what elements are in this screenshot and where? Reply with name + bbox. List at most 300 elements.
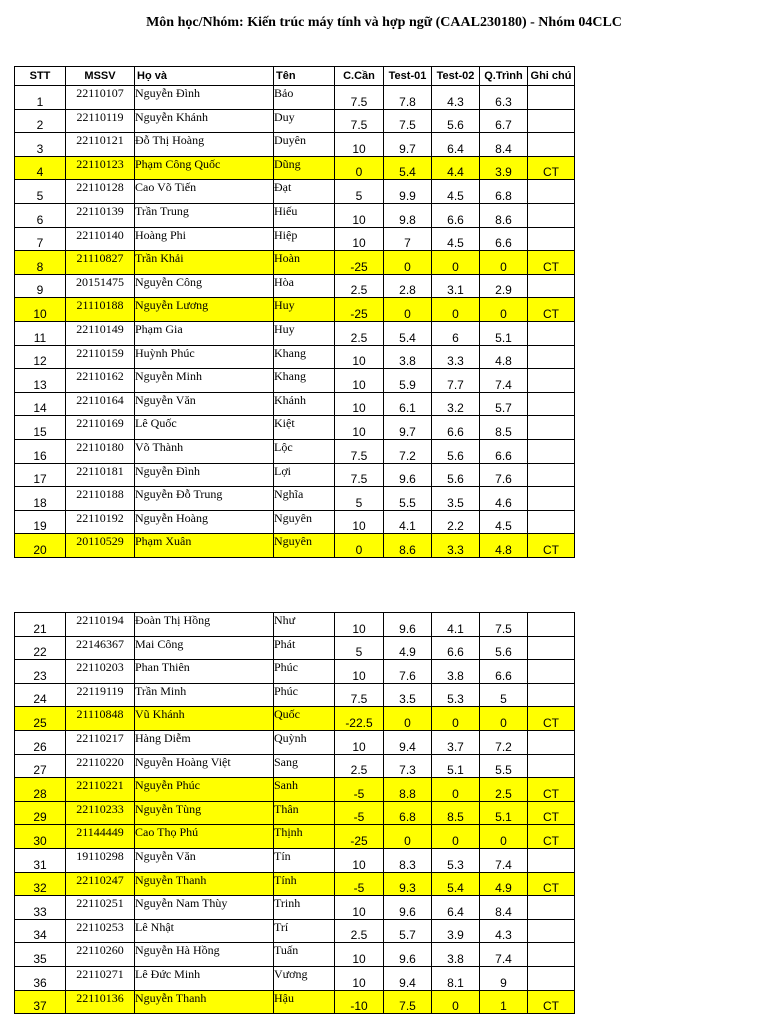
cell-test01: 7.5: [384, 990, 432, 1014]
cell-mssv: 22110194: [66, 613, 135, 637]
cell-qtrinh: 0: [480, 251, 528, 275]
cell-ccan: 5: [335, 487, 384, 511]
cell-ccan: 2.5: [335, 321, 384, 345]
cell-stt: 30: [15, 825, 66, 849]
cell-stt: 20: [15, 534, 66, 558]
cell-mssv: 22110162: [66, 369, 135, 393]
cell-qtrinh: 7.6: [480, 463, 528, 487]
table-row: [15, 848, 575, 872]
cell-ten: Phúc: [274, 683, 335, 707]
cell-ho: Nguyễn Phúc: [135, 778, 274, 802]
cell-ccan: -5: [335, 778, 384, 802]
cell-ghichu: [528, 203, 575, 227]
cell-ghichu: CT: [528, 801, 575, 825]
table-row: [15, 392, 575, 416]
cell-mssv: 22146367: [66, 636, 135, 660]
cell-ho: Phạm Xuân: [135, 534, 274, 558]
cell-qtrinh: 7.4: [480, 848, 528, 872]
cell-ccan: 5: [335, 180, 384, 204]
cell-stt: 34: [15, 919, 66, 943]
cell-mssv: 22119119: [66, 683, 135, 707]
cell-ghichu: CT: [528, 872, 575, 896]
cell-ghichu: CT: [528, 707, 575, 731]
cell-ghichu: [528, 369, 575, 393]
cell-ghichu: [528, 180, 575, 204]
cell-qtrinh: 0: [480, 825, 528, 849]
cell-ghichu: [528, 392, 575, 416]
table-row: [15, 943, 575, 967]
cell-test01: 9.4: [384, 730, 432, 754]
cell-ho: Nguyễn Minh: [135, 369, 274, 393]
header-ccan: C.Cần: [335, 67, 384, 86]
table-row: [15, 636, 575, 660]
cell-qtrinh: 5.1: [480, 321, 528, 345]
cell-stt: 28: [15, 778, 66, 802]
cell-ho: Nguyễn Hà Hồng: [135, 943, 274, 967]
cell-test02: 5.3: [432, 848, 480, 872]
cell-test01: 5.7: [384, 919, 432, 943]
cell-stt: 7: [15, 227, 66, 251]
header-test02: Test-02: [432, 67, 480, 86]
cell-test02: 6.6: [432, 416, 480, 440]
cell-ho: Phan Thiên: [135, 660, 274, 684]
cell-stt: 8: [15, 251, 66, 275]
cell-ho: Đỗ Thị Hoàng: [135, 133, 274, 157]
cell-ho: Nguyễn Văn: [135, 392, 274, 416]
cell-qtrinh: 8.6: [480, 203, 528, 227]
cell-ccan: 7.5: [335, 683, 384, 707]
cell-ten: Tính: [274, 872, 335, 896]
cell-stt: 24: [15, 683, 66, 707]
cell-ghichu: [528, 321, 575, 345]
cell-qtrinh: 5.5: [480, 754, 528, 778]
cell-ho: Huỳnh Phúc: [135, 345, 274, 369]
cell-ten: Tuấn: [274, 943, 335, 967]
cell-ccan: 10: [335, 730, 384, 754]
cell-stt: 12: [15, 345, 66, 369]
table-row: [15, 990, 575, 1014]
cell-test02: 4.3: [432, 86, 480, 110]
cell-test02: 5.3: [432, 683, 480, 707]
header-mssv: MSSV: [66, 67, 135, 86]
cell-ccan: 10: [335, 966, 384, 990]
cell-ghichu: [528, 416, 575, 440]
cell-qtrinh: 5: [480, 683, 528, 707]
cell-qtrinh: 8.5: [480, 416, 528, 440]
cell-test02: 6.4: [432, 133, 480, 157]
cell-qtrinh: 4.9: [480, 872, 528, 896]
cell-mssv: 22110107: [66, 86, 135, 110]
cell-test01: 7: [384, 227, 432, 251]
cell-mssv: 22110203: [66, 660, 135, 684]
cell-ten: Lợi: [274, 463, 335, 487]
cell-test01: 7.2: [384, 439, 432, 463]
cell-test02: 3.7: [432, 730, 480, 754]
cell-ho: Nguyễn Hoàng: [135, 510, 274, 534]
cell-mssv: 22110128: [66, 180, 135, 204]
cell-ten: Dũng: [274, 156, 335, 180]
cell-stt: 1: [15, 86, 66, 110]
cell-stt: 13: [15, 369, 66, 393]
cell-mssv: 22110164: [66, 392, 135, 416]
cell-ho: Nguyễn Hoàng Việt: [135, 754, 274, 778]
table-row: [15, 613, 575, 637]
cell-qtrinh: 5.1: [480, 801, 528, 825]
table-row: [15, 156, 575, 180]
cell-mssv: 22110136: [66, 990, 135, 1014]
header-ho: Họ và: [135, 67, 274, 86]
cell-ho: Hoàng Phi: [135, 227, 274, 251]
cell-mssv: 22110139: [66, 203, 135, 227]
cell-test02: 4.5: [432, 180, 480, 204]
header-qtrinh: Q.Trình: [480, 67, 528, 86]
cell-ghichu: [528, 943, 575, 967]
cell-test01: 9.3: [384, 872, 432, 896]
table-row: [15, 487, 575, 511]
cell-stt: 9: [15, 274, 66, 298]
cell-ghichu: CT: [528, 156, 575, 180]
table-1-body: [15, 86, 575, 558]
table-row: [15, 754, 575, 778]
cell-ccan: 10: [335, 203, 384, 227]
cell-ho: Võ Thành: [135, 439, 274, 463]
cell-mssv: 22110119: [66, 109, 135, 133]
cell-ccan: 7.5: [335, 439, 384, 463]
cell-test01: 2.8: [384, 274, 432, 298]
cell-mssv: 22110159: [66, 345, 135, 369]
cell-ghichu: [528, 613, 575, 637]
header-ghichu: Ghi chú: [528, 67, 575, 86]
cell-stt: 11: [15, 321, 66, 345]
cell-test01: 6.1: [384, 392, 432, 416]
cell-stt: 25: [15, 707, 66, 731]
cell-qtrinh: 9: [480, 966, 528, 990]
cell-test02: 3.8: [432, 660, 480, 684]
cell-test02: 4.5: [432, 227, 480, 251]
cell-ghichu: [528, 730, 575, 754]
cell-stt: 32: [15, 872, 66, 896]
cell-test02: 6.6: [432, 636, 480, 660]
cell-ho: Nguyễn Thanh: [135, 872, 274, 896]
cell-test01: 7.8: [384, 86, 432, 110]
cell-mssv: 20110529: [66, 534, 135, 558]
cell-ccan: 5: [335, 636, 384, 660]
cell-qtrinh: 7.2: [480, 730, 528, 754]
cell-ccan: -25: [335, 298, 384, 322]
cell-ten: Bảo: [274, 86, 335, 110]
cell-ten: Đạt: [274, 180, 335, 204]
cell-mssv: 21110827: [66, 251, 135, 275]
cell-ghichu: [528, 487, 575, 511]
cell-test02: 6: [432, 321, 480, 345]
cell-ten: Huy: [274, 321, 335, 345]
cell-stt: 4: [15, 156, 66, 180]
cell-ghichu: [528, 133, 575, 157]
cell-ccan: 10: [335, 133, 384, 157]
cell-ho: Mai Công: [135, 636, 274, 660]
cell-test02: 0: [432, 707, 480, 731]
cell-test02: 5.6: [432, 109, 480, 133]
cell-test02: 8.5: [432, 801, 480, 825]
cell-test01: 5.4: [384, 156, 432, 180]
cell-qtrinh: 4.3: [480, 919, 528, 943]
cell-ccan: 10: [335, 345, 384, 369]
cell-ghichu: CT: [528, 251, 575, 275]
cell-ho: Vũ Khánh: [135, 707, 274, 731]
cell-mssv: 22110271: [66, 966, 135, 990]
cell-test01: 9.7: [384, 416, 432, 440]
cell-test02: 0: [432, 825, 480, 849]
cell-ho: Nguyễn Đỗ Trung: [135, 487, 274, 511]
cell-qtrinh: 4.6: [480, 487, 528, 511]
page-title: Môn học/Nhóm: Kiến trúc máy tính và hợp ngữ (CAAL230180) - Nhóm 04CLC: [146, 15, 622, 30]
cell-test01: 9.8: [384, 203, 432, 227]
cell-stt: 23: [15, 660, 66, 684]
cell-mssv: 22110253: [66, 919, 135, 943]
cell-ho: Nguyễn Nam Thùy: [135, 896, 274, 920]
cell-ten: Phúc: [274, 660, 335, 684]
cell-test02: 0: [432, 251, 480, 275]
table-row: [15, 345, 575, 369]
cell-stt: 35: [15, 943, 66, 967]
cell-ho: Nguyễn Đình: [135, 86, 274, 110]
grades-table-2: [14, 612, 575, 1014]
cell-qtrinh: 1: [480, 990, 528, 1014]
cell-ccan: 0: [335, 156, 384, 180]
cell-qtrinh: 7.4: [480, 369, 528, 393]
cell-test02: 5.6: [432, 439, 480, 463]
cell-stt: 5: [15, 180, 66, 204]
cell-test01: 0: [384, 298, 432, 322]
cell-ccan: 0: [335, 534, 384, 558]
cell-mssv: 22110169: [66, 416, 135, 440]
cell-ten: Quỳnh: [274, 730, 335, 754]
header-stt: STT: [15, 67, 66, 86]
cell-test02: 0: [432, 298, 480, 322]
cell-test01: 7.3: [384, 754, 432, 778]
table-row: [15, 707, 575, 731]
cell-ghichu: [528, 683, 575, 707]
cell-ten: Hiệp: [274, 227, 335, 251]
cell-stt: 6: [15, 203, 66, 227]
cell-ccan: 2.5: [335, 919, 384, 943]
cell-mssv: 22110217: [66, 730, 135, 754]
cell-ghichu: CT: [528, 298, 575, 322]
cell-ho: Nguyễn Văn: [135, 848, 274, 872]
cell-ten: Duyên: [274, 133, 335, 157]
cell-mssv: 22110140: [66, 227, 135, 251]
table-row: [15, 896, 575, 920]
cell-stt: 16: [15, 439, 66, 463]
cell-ghichu: [528, 274, 575, 298]
cell-ghichu: [528, 463, 575, 487]
cell-ten: Hậu: [274, 990, 335, 1014]
cell-ccan: 7.5: [335, 86, 384, 110]
cell-test01: 9.6: [384, 463, 432, 487]
cell-ten: Nguyên: [274, 534, 335, 558]
cell-test01: 9.4: [384, 966, 432, 990]
cell-test01: 9.7: [384, 133, 432, 157]
cell-qtrinh: 3.9: [480, 156, 528, 180]
cell-test02: 5.4: [432, 872, 480, 896]
cell-test01: 9.9: [384, 180, 432, 204]
cell-ghichu: [528, 966, 575, 990]
cell-ho: Cao Thọ Phú: [135, 825, 274, 849]
cell-mssv: 21144449: [66, 825, 135, 849]
cell-test01: 0: [384, 707, 432, 731]
cell-stt: 19: [15, 510, 66, 534]
cell-stt: 15: [15, 416, 66, 440]
table-row: [15, 86, 575, 110]
cell-ghichu: CT: [528, 825, 575, 849]
table-row: [15, 180, 575, 204]
cell-test02: 0: [432, 778, 480, 802]
cell-ccan: 10: [335, 943, 384, 967]
cell-ccan: -10: [335, 990, 384, 1014]
cell-qtrinh: 6.6: [480, 660, 528, 684]
cell-ccan: 10: [335, 896, 384, 920]
table-row: [15, 683, 575, 707]
cell-ghichu: [528, 345, 575, 369]
cell-ten: Hoàn: [274, 251, 335, 275]
table-row: [15, 660, 575, 684]
cell-test01: 5.9: [384, 369, 432, 393]
cell-ten: Nguyên: [274, 510, 335, 534]
cell-stt: 33: [15, 896, 66, 920]
table-row: [15, 463, 575, 487]
table-row: [15, 966, 575, 990]
cell-ghichu: [528, 109, 575, 133]
cell-ghichu: [528, 919, 575, 943]
cell-mssv: 22110188: [66, 487, 135, 511]
cell-mssv: 19110298: [66, 848, 135, 872]
cell-ten: Thịnh: [274, 825, 335, 849]
cell-stt: 18: [15, 487, 66, 511]
cell-ten: Khang: [274, 369, 335, 393]
cell-ten: Duy: [274, 109, 335, 133]
cell-ccan: 10: [335, 227, 384, 251]
cell-ho: Hàng Diễm: [135, 730, 274, 754]
cell-test01: 8.3: [384, 848, 432, 872]
cell-ccan: -22.5: [335, 707, 384, 731]
cell-test01: 6.8: [384, 801, 432, 825]
table-row: [15, 510, 575, 534]
cell-stt: 37: [15, 990, 66, 1014]
cell-test02: 6.6: [432, 203, 480, 227]
cell-ten: Trinh: [274, 896, 335, 920]
cell-test01: 9.6: [384, 613, 432, 637]
cell-ten: Khang: [274, 345, 335, 369]
cell-mssv: 21110188: [66, 298, 135, 322]
cell-test02: 7.7: [432, 369, 480, 393]
header-test01: Test-01: [384, 67, 432, 86]
cell-stt: 31: [15, 848, 66, 872]
cell-ccan: 10: [335, 369, 384, 393]
cell-ten: Sanh: [274, 778, 335, 802]
cell-stt: 36: [15, 966, 66, 990]
cell-ghichu: [528, 660, 575, 684]
cell-ccan: -25: [335, 825, 384, 849]
cell-ho: Nguyễn Đình: [135, 463, 274, 487]
cell-ho: Phạm Gia: [135, 321, 274, 345]
table-2-body: [15, 613, 575, 1014]
cell-ho: Nguyễn Công: [135, 274, 274, 298]
cell-qtrinh: 4.8: [480, 534, 528, 558]
header-ten: Tên: [274, 67, 335, 86]
cell-qtrinh: 7.5: [480, 613, 528, 637]
cell-qtrinh: 0: [480, 298, 528, 322]
cell-qtrinh: 2.9: [480, 274, 528, 298]
cell-ccan: 2.5: [335, 274, 384, 298]
cell-ho: Nguyễn Khánh: [135, 109, 274, 133]
cell-qtrinh: 6.7: [480, 109, 528, 133]
cell-mssv: 22110220: [66, 754, 135, 778]
cell-ccan: 10: [335, 416, 384, 440]
table-row: [15, 730, 575, 754]
cell-stt: 17: [15, 463, 66, 487]
cell-ten: Trí: [274, 919, 335, 943]
cell-test02: 4.1: [432, 613, 480, 637]
cell-qtrinh: 8.4: [480, 133, 528, 157]
cell-mssv: 22110192: [66, 510, 135, 534]
cell-ho: Lê Đức Minh: [135, 966, 274, 990]
table-row: [15, 416, 575, 440]
cell-ccan: 7.5: [335, 463, 384, 487]
cell-stt: 21: [15, 613, 66, 637]
cell-ghichu: [528, 510, 575, 534]
table-row: [15, 227, 575, 251]
cell-stt: 22: [15, 636, 66, 660]
cell-ccan: 7.5: [335, 109, 384, 133]
cell-mssv: 22110251: [66, 896, 135, 920]
cell-ho: Nguyễn Tùng: [135, 801, 274, 825]
cell-test02: 6.4: [432, 896, 480, 920]
table-row: [15, 872, 575, 896]
cell-test01: 4.9: [384, 636, 432, 660]
cell-qtrinh: 6.6: [480, 227, 528, 251]
cell-mssv: 22110247: [66, 872, 135, 896]
cell-test02: 3.1: [432, 274, 480, 298]
cell-qtrinh: 6.6: [480, 439, 528, 463]
cell-test02: 0: [432, 990, 480, 1014]
cell-ghichu: CT: [528, 534, 575, 558]
cell-ccan: 10: [335, 510, 384, 534]
cell-stt: 2: [15, 109, 66, 133]
cell-test01: 3.8: [384, 345, 432, 369]
cell-ten: Hiếu: [274, 203, 335, 227]
cell-mssv: 22110180: [66, 439, 135, 463]
cell-ten: Thân: [274, 801, 335, 825]
cell-mssv: 21110848: [66, 707, 135, 731]
cell-ccan: 10: [335, 392, 384, 416]
cell-qtrinh: 5.6: [480, 636, 528, 660]
cell-ten: Hòa: [274, 274, 335, 298]
cell-ho: Trần Trung: [135, 203, 274, 227]
cell-test02: 3.2: [432, 392, 480, 416]
cell-stt: 29: [15, 801, 66, 825]
table-row: [15, 321, 575, 345]
cell-ccan: 2.5: [335, 754, 384, 778]
cell-stt: 10: [15, 298, 66, 322]
cell-ccan: 10: [335, 848, 384, 872]
cell-mssv: 22110260: [66, 943, 135, 967]
cell-ho: Lê Quốc: [135, 416, 274, 440]
cell-stt: 14: [15, 392, 66, 416]
cell-mssv: 22110233: [66, 801, 135, 825]
cell-qtrinh: 0: [480, 707, 528, 731]
table-row: [15, 274, 575, 298]
cell-test01: 8.8: [384, 778, 432, 802]
